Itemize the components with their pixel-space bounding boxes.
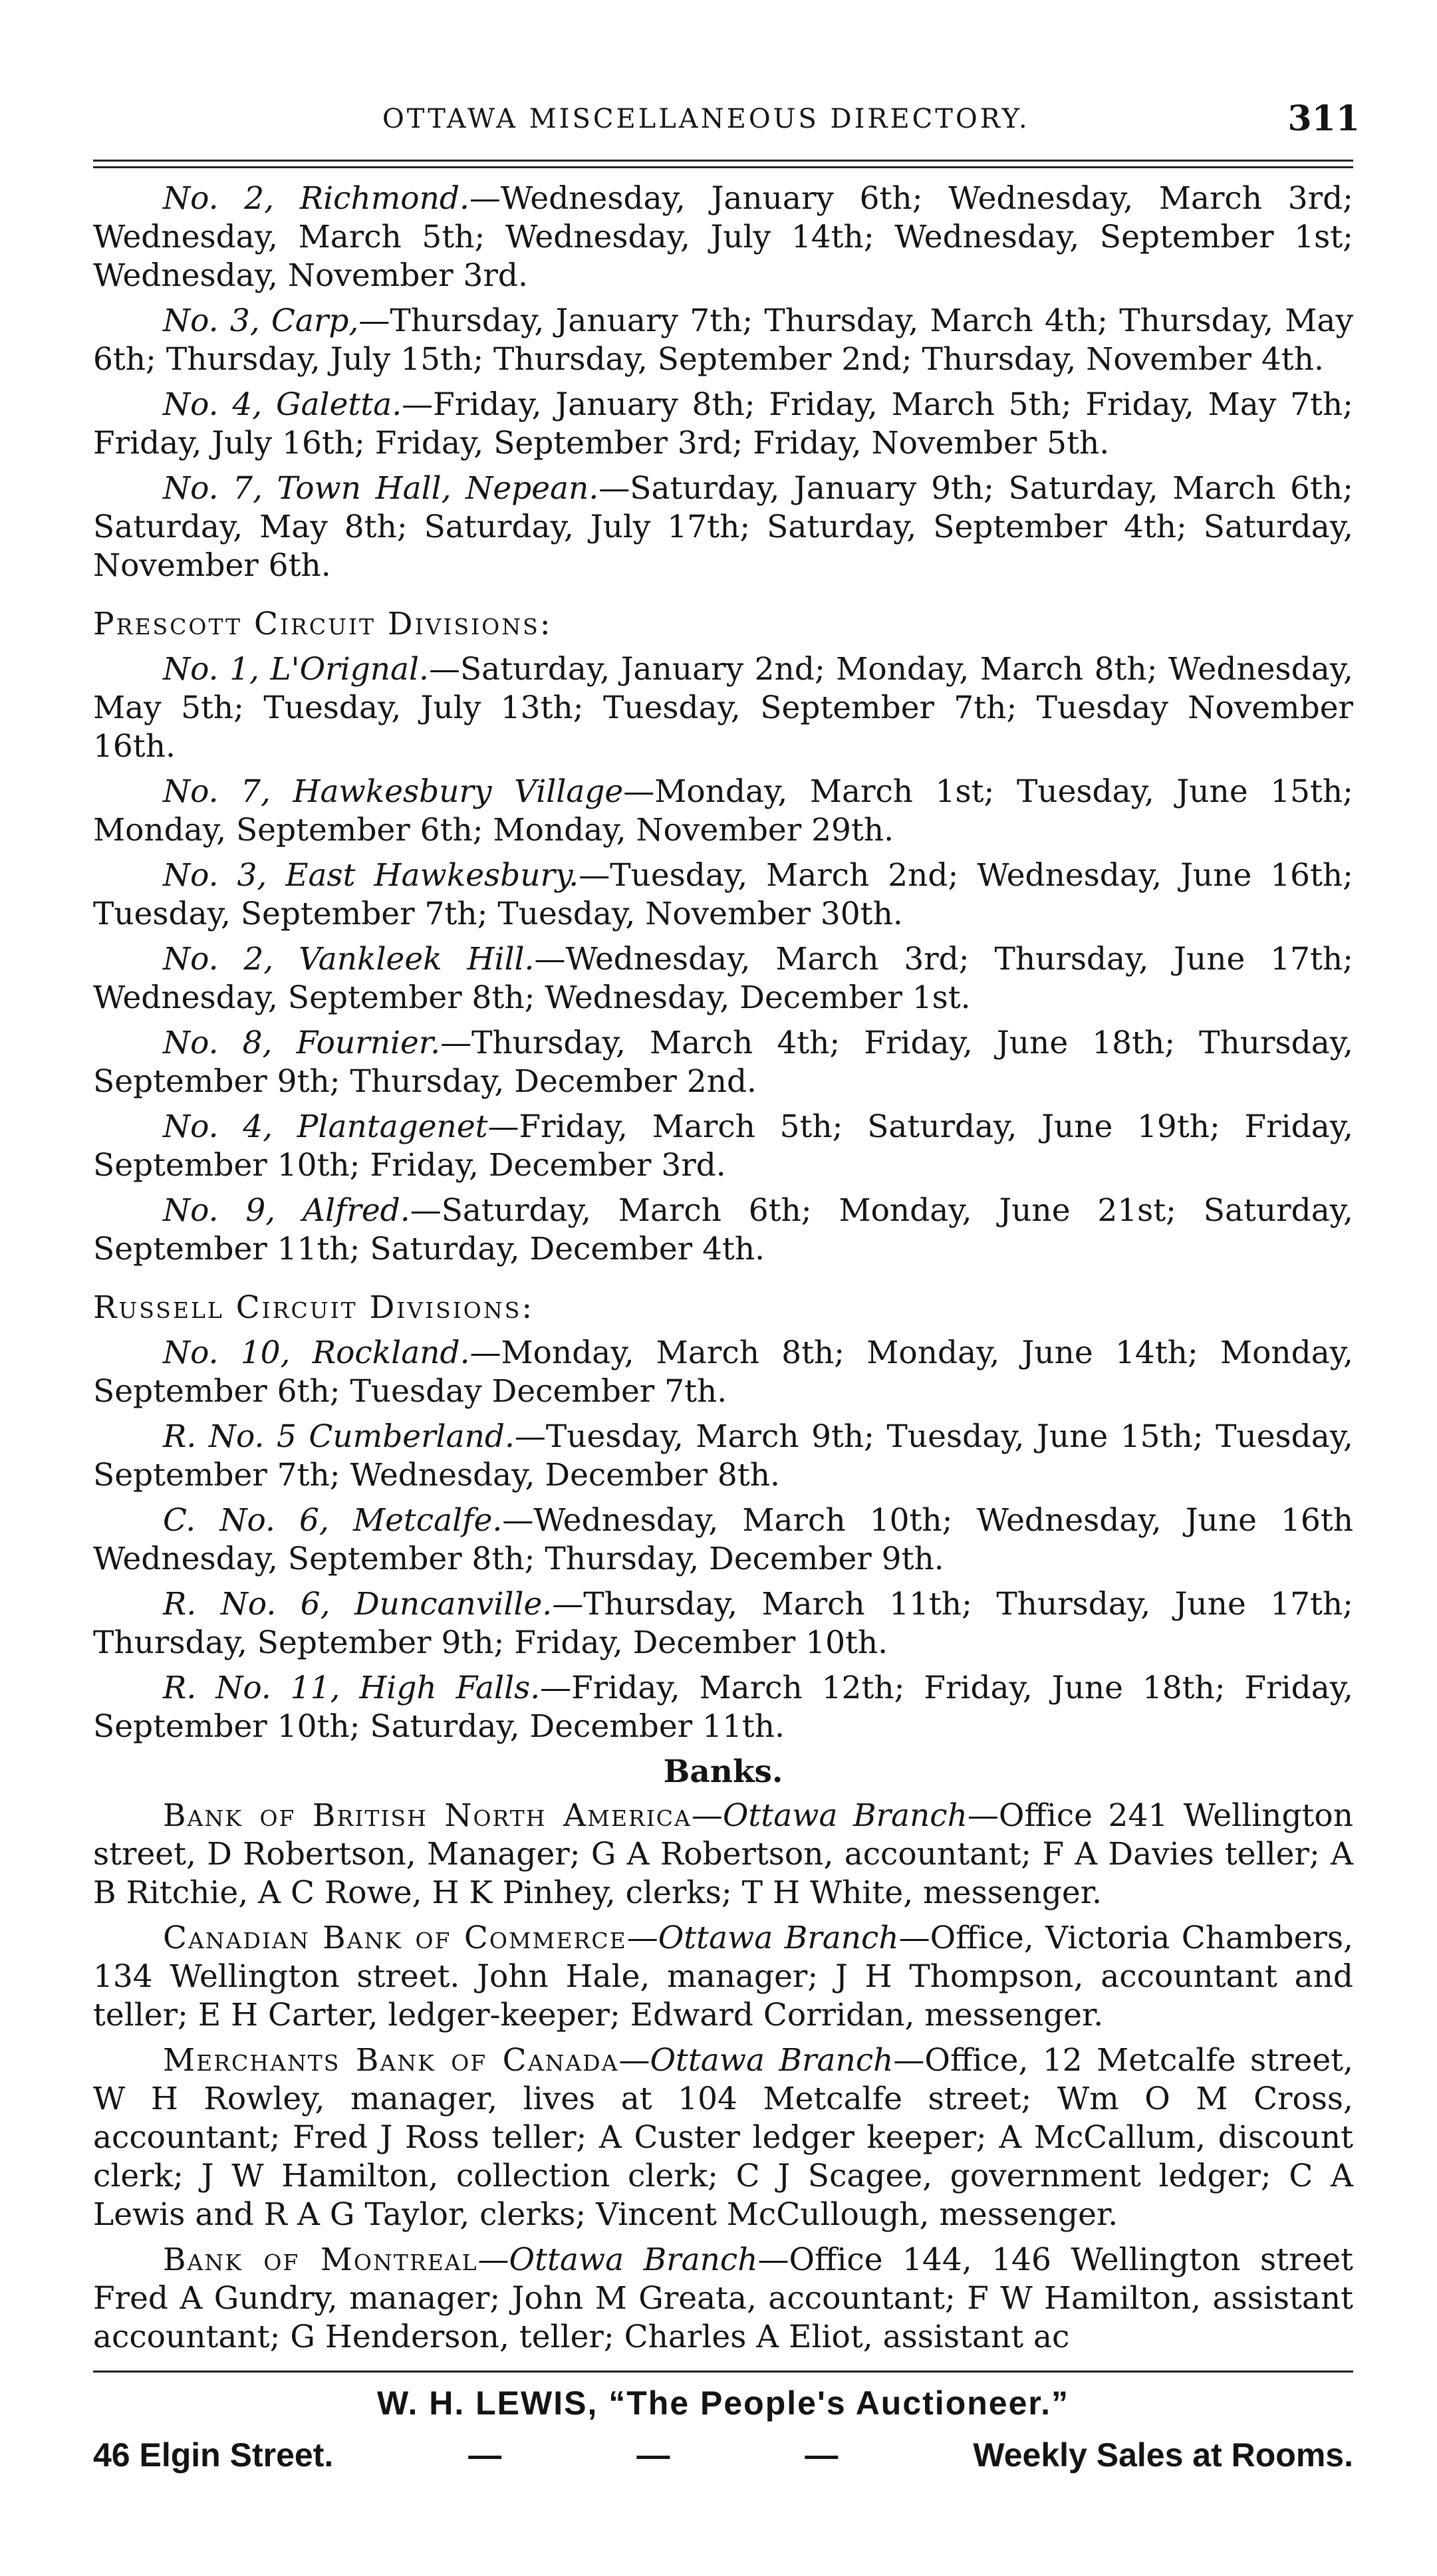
bank-branch: —Ottawa Branch [626, 1920, 899, 1956]
dash-separator: — [468, 2436, 502, 2474]
header-rule-bottom [93, 166, 1353, 168]
bank-details: —Office 241 Wellington street, D Robertson, Manager; G A Robertson, accountant; F A Davies teller; A B Ritchie, A C Rowe, H K Pinhey, clerks; T H White, messenger. [93, 1797, 1353, 1911]
sitting-dates: —Tuesday, March 2nd; Wednesday, June 16th; Tuesday, September 7th; Tuesday, November 30th. [93, 857, 1354, 932]
bank-name: Merchants Bank of Canada [163, 2042, 619, 2079]
bank-branch: —Ottawa Branch [618, 2042, 894, 2079]
division-name: No. 7, Hawkesbury Village [163, 773, 624, 810]
division-name: R. No. 5 Cumberland. [163, 1418, 515, 1455]
division-name: No. 1, L'Orignal. [163, 651, 429, 688]
sitting-dates: —Saturday, January 2nd; Monday, March 8th; Wednesday, May 5th; Tuesday, July 13th; Tuesday, September 7th; Tuesday November 16th. [93, 651, 1353, 765]
sitting-dates: —Monday, March 8th; Monday, June 14th; Monday, September 6th; Tuesday December 7th. [93, 1335, 1353, 1410]
bank-name: Canadian Bank of Commerce [163, 1920, 627, 1956]
bank-entry [93, 2241, 1353, 2357]
page-number: 311 [1287, 98, 1360, 139]
bank-details: —Office 144, 146 Wellington street Fred A Gundry, manager; John M Greata, accountant; F W Hamilton, assistant accountant; G Henderson, teller; Charles A Eliot, assistant ac [93, 2242, 1353, 2355]
banks-heading: Banks. [663, 1753, 783, 1790]
prescott-division-entry [93, 773, 1353, 850]
dash-separator: — [805, 2436, 839, 2474]
advertiser-tagline: Weekly Sales at Rooms. [973, 2436, 1353, 2474]
division-name: No. 7, Town Hall, Nepean. [163, 470, 599, 507]
carleton-division-entry [93, 386, 1353, 463]
division-name: C. No. 6, Metcalfe. [163, 1502, 503, 1539]
sitting-dates: —Wednesday, March 3rd; Thursday, June 17th; Wednesday, September 8th; Wednesday, December 1st. [93, 941, 1353, 1016]
division-name: No. 3, Carp, [163, 303, 359, 339]
sitting-dates: —Friday, January 8th; Friday, March 5th; Friday, May 7th; Friday, July 16th; Friday, September 3rd; Friday, November 5th. [93, 386, 1354, 461]
prescott-division-entry [93, 940, 1353, 1017]
division-name: No. 4, Galetta. [163, 386, 402, 423]
header-rule-top [93, 160, 1353, 162]
carleton-division-entry [93, 469, 1353, 585]
advertiser-line [93, 2436, 1353, 2474]
page-header [96, 98, 1360, 158]
sitting-dates: —Tuesday, March 9th; Tuesday, June 15th; Tuesday, September 7th; Wednesday, December 8th. [93, 1418, 1354, 1493]
footer-rule [93, 2371, 1353, 2373]
division-name: No. 2, Vankleek Hill. [163, 941, 535, 977]
sitting-dates: —Monday, March 1st; Tuesday, June 15th; Monday, September 6th; Monday, November 29th. [93, 773, 1353, 848]
dash-separator: — [636, 2436, 670, 2474]
sitting-dates: —Saturday, January 9th; Saturday, March 6th; Saturday, May 8th; Saturday, July 17th; Saturday, September 4th; Saturday, November 6th. [93, 470, 1353, 584]
bank-name: Bank of British North America [163, 1797, 692, 1834]
russell-division-entry [93, 1418, 1353, 1495]
russell-section-heading: Russell Circuit Divisions: [93, 1289, 535, 1326]
directory-body [93, 180, 1353, 2357]
division-name: R. No. 11, High Falls. [163, 1670, 541, 1706]
prescott-division-entry [93, 1192, 1353, 1269]
bank-branch: —Ottawa Branch [691, 1797, 968, 1834]
russell-division-entry [93, 1585, 1353, 1662]
sitting-dates: —Saturday, March 6th; Monday, June 21st; Saturday, September 11th; Saturday, December 4th. [93, 1192, 1353, 1267]
bank-entry [93, 1797, 1353, 1912]
prescott-division-entry [93, 650, 1353, 766]
bank-name: Bank of Montreal [163, 2242, 478, 2278]
sitting-dates: —Thursday, March 4th; Friday, June 18th; Thursday, September 9th; Thursday, December 2nd. [93, 1025, 1353, 1100]
division-name: No. 4, Plantagenet [163, 1108, 488, 1145]
advertisement-footer [93, 2384, 1353, 2474]
bank-entry [93, 2041, 1353, 2234]
division-name: No. 10, Rockland. [163, 1335, 470, 1371]
carleton-division-entry [93, 302, 1353, 379]
russell-division-entry [93, 1334, 1353, 1411]
sitting-dates: —Thursday, January 7th; Thursday, March 4th; Thursday, May 6th; Thursday, July 15th; Thursday, September 2nd; Thursday, November 4th. [93, 303, 1354, 378]
prescott-section-heading: Prescott Circuit Divisions: [93, 606, 553, 642]
russell-division-entry [93, 1669, 1353, 1746]
division-name: No. 9, Alfred. [163, 1192, 410, 1229]
russell-division-entry [93, 1501, 1353, 1579]
prescott-division-entry [93, 1108, 1353, 1185]
carleton-division-entry [93, 180, 1353, 295]
running-title: OTTAWA MISCELLANEOUS DIRECTORY. [382, 104, 1030, 134]
prescott-division-entry [93, 856, 1353, 934]
division-name: No. 2, Richmond. [163, 180, 469, 217]
division-name: No. 8, Fournier. [163, 1025, 441, 1061]
sitting-dates: —Wednesday, January 6th; Wednesday, March 3rd; Wednesday, March 5th; Wednesday, July 14th; Wednesday, September 1st; Wednesday, November 3rd. [93, 180, 1353, 294]
sitting-dates: —Friday, March 5th; Saturday, June 19th; Friday, September 10th; Friday, December 3rd. [93, 1108, 1353, 1184]
sitting-dates: —Thursday, March 11th; Thursday, June 17th; Thursday, September 9th; Friday, December 10th. [93, 1586, 1353, 1661]
sitting-dates: —Wednesday, March 10th; Wednesday, June 16th Wednesday, September 8th; Thursday, December 9th. [93, 1502, 1353, 1577]
advertiser-address: 46 Elgin Street. [93, 2436, 334, 2474]
prescott-division-entry [93, 1024, 1353, 1101]
bank-details: —Office, 12 Metcalfe street, W H Rowley, manager, lives at 104 Metcalfe street; Wm O M Cross, accountant; Fred J Ross teller; A Custer ledger keeper; A McCallum, discount clerk; J W Hamilton, collection clerk; C J Scagee, government ledger; C A Lewis and R A G Taylor, clerks; Vincent McCullough, messenger. [93, 2042, 1353, 2233]
bank-entry [93, 1919, 1353, 2035]
sitting-dates: —Friday, March 12th; Friday, June 18th; Friday, September 10th; Saturday, December 11th. [93, 1670, 1353, 1745]
bank-branch: —Ottawa Branch [477, 2242, 758, 2278]
bank-details: —Office, Victoria Chambers, 134 Wellington street. John Hale, manager; J H Thompson, accountant and teller; E H Carter, ledger-keeper; Edward Corridan, messenger. [93, 1920, 1353, 2033]
division-name: R. No. 6, Duncanville. [163, 1586, 553, 1622]
division-name: No. 3, East Hawkesbury. [163, 857, 579, 894]
advertiser-name: W. H. LEWIS, “The People's Auctioneer.” [377, 2384, 1069, 2422]
